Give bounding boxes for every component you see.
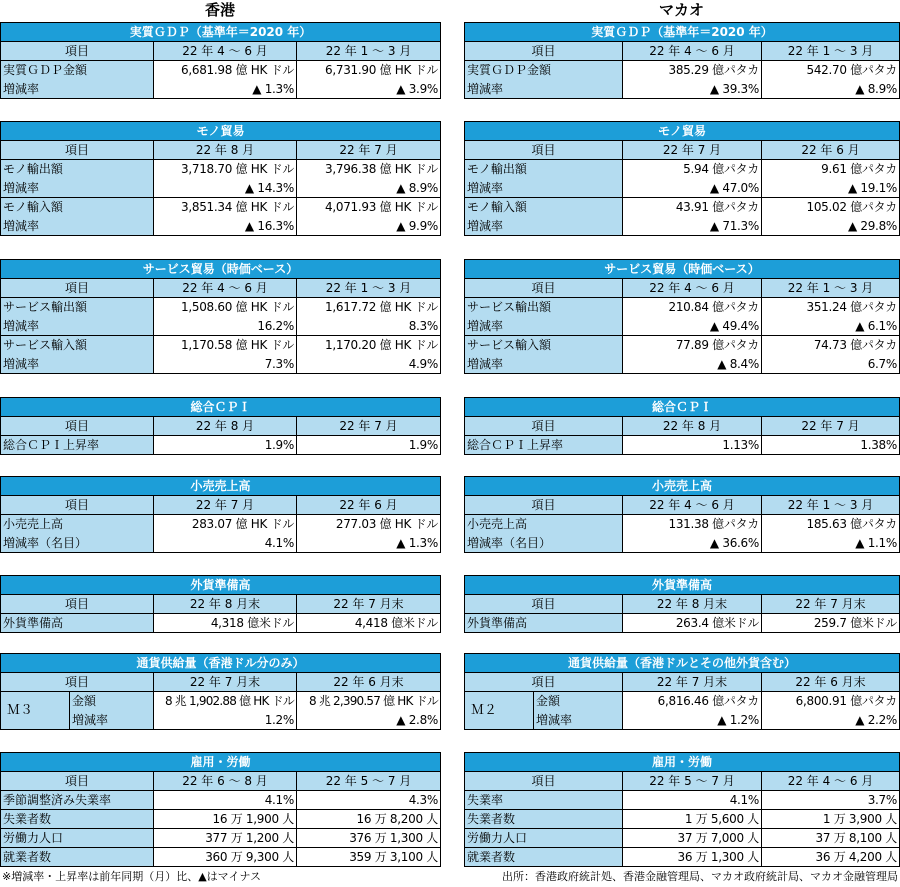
value-cell: 542.70 億パタカ [762,61,900,80]
value-cell: 360 万 9,300 人 [154,848,297,867]
value-cell: 4.1% [623,791,762,810]
header-cell: 22 年 6 月 [297,496,441,515]
header-cell: 22 年 7 月 [297,141,441,160]
row-label: 小売売上高 [465,515,623,534]
value-cell: 4,318 億米ドル [154,614,297,633]
row-label: 増減率（名目） [465,534,623,553]
value-cell: 3,851.34 億 HK ドル [154,198,297,217]
value-cell: ▲ 47.0% [623,179,762,198]
mo-services-table [464,259,899,374]
row-label: 金額 [534,692,623,711]
row-label: モノ輸出額 [465,160,623,179]
value-cell: 36 万 1,300 人 [623,848,762,867]
value-cell: 6,800.91 億パタカ [762,692,900,711]
row-label: サービス輸出額 [465,298,623,317]
value-cell: 263.4 億米ドル [623,614,762,633]
value-cell: ▲ 19.1% [762,179,900,198]
header-cell: 22 年 1 ～ 3 月 [297,42,441,61]
value-cell: 37 万 8,100 人 [762,829,900,848]
value-cell: ▲ 16.3% [154,217,297,236]
row-label: 実質ＧＤＰ金額 [465,61,623,80]
value-cell: ▲ 8.4% [623,355,762,374]
row-label: 労働力人口 [465,829,623,848]
mo-cpi-table [464,397,899,455]
value-cell: 6,731.90 億 HK ドル [297,61,441,80]
section-title: 外貨準備高 [1,576,441,595]
footnote: ※増減率・上昇率は前年同期（月）比、▲はマイナス [2,870,262,883]
hk-reserves-table [0,575,440,633]
row-label: 就業者数 [1,848,154,867]
row-label: 増減率 [1,80,154,99]
hk-trade-table [0,121,440,236]
mo-retail-table [464,476,899,553]
value-cell: ▲ 1.3% [154,80,297,99]
header-cell: 22 年 1 ～ 3 月 [762,496,900,515]
value-cell: ▲ 71.3% [623,217,762,236]
value-cell: 351.24 億パタカ [762,298,900,317]
header-cell: 項目 [1,141,154,160]
value-cell: ▲ 29.8% [762,217,900,236]
section-title: 雇用・労働 [465,753,900,772]
macao-column [464,0,899,864]
value-cell: ▲ 2.2% [762,711,900,730]
value-cell: 6,681.98 億 HK ドル [154,61,297,80]
header-cell: 22 年 7 月末 [297,595,441,614]
m2-label: Ｍ２ [465,692,534,730]
value-cell: 1 万 5,600 人 [623,810,762,829]
row-label: 増減率 [465,217,623,236]
value-cell: ▲ 36.6% [623,534,762,553]
header-cell: 22 年 7 月末 [623,673,762,692]
value-cell: 1 万 3,900 人 [762,810,900,829]
header-cell: 項目 [465,595,623,614]
header-cell: 22 年 5 ～ 7 月 [297,772,441,791]
value-cell: 1,170.20 億 HK ドル [297,336,441,355]
header-cell: 22 年 4 ～ 6 月 [154,42,297,61]
row-label: 総合ＣＰＩ上昇率 [465,436,623,455]
value-cell: 377 万 1,200 人 [154,829,297,848]
header-cell: 22 年 4 ～ 6 月 [762,772,900,791]
row-label: 失業率 [465,791,623,810]
value-cell: ▲ 3.9% [297,80,441,99]
value-cell: 3.7% [762,791,900,810]
value-cell: 36 万 4,200 人 [762,848,900,867]
value-cell: 376 万 1,300 人 [297,829,441,848]
value-cell: 131.38 億パタカ [623,515,762,534]
row-label: モノ輸入額 [465,198,623,217]
row-label: 外貨準備高 [1,614,154,633]
hong-kong-title: 香港 [204,1,235,19]
value-cell: 16.2% [154,317,297,336]
value-cell: 1.2% [154,711,297,730]
value-cell: 3,796.38 億 HK ドル [297,160,441,179]
header-cell: 22 年 6 月末 [762,673,900,692]
value-cell: 7.3% [154,355,297,374]
header-cell: 項目 [465,417,623,436]
section-title: モノ貿易 [1,122,441,141]
row-label: 増減率 [465,179,623,198]
row-label: 増減率 [465,355,623,374]
row-label: 増減率 [465,80,623,99]
value-cell: 359 万 3,100 人 [297,848,441,867]
value-cell: ▲ 39.3% [623,80,762,99]
header-cell: 項目 [465,279,623,298]
row-label: サービス輸出額 [1,298,154,317]
value-cell: 210.84 億パタカ [623,298,762,317]
header-cell: 22 年 7 月末 [762,595,900,614]
section-title: サービス貿易（時価ベース） [1,260,441,279]
header-cell: 22 年 6 月末 [297,673,441,692]
row-label: 季節調整済み失業率 [1,791,154,810]
row-label: サービス輸入額 [1,336,154,355]
header-cell: 項目 [1,673,154,692]
header-cell: 22 年 4 ～ 6 月 [623,42,762,61]
section-title: 雇用・労働 [1,753,441,772]
header-cell: 項目 [465,42,623,61]
header-cell: 22 年 8 月末 [623,595,762,614]
row-label: 増減率 [70,711,154,730]
value-cell: 6,816.46 億パタカ [623,692,762,711]
hk-money-supply-table [0,653,440,730]
header-cell: 22 年 7 月 [762,417,900,436]
section-title: 小売売上高 [465,477,900,496]
value-cell: ▲ 8.9% [297,179,441,198]
header-cell: 22 年 6 ～ 8 月 [154,772,297,791]
row-label: 小売売上高 [1,515,154,534]
value-cell: 259.7 億米ドル [762,614,900,633]
row-label: 失業者数 [465,810,623,829]
value-cell: ▲ 1.1% [762,534,900,553]
value-cell: ▲ 2.8% [297,711,441,730]
value-cell: ▲ 1.2% [623,711,762,730]
section-title: 通貨供給量（香港ドルとその他外貨含む） [465,654,900,673]
header-cell: 22 年 1 ～ 3 月 [297,279,441,298]
value-cell: ▲ 8.9% [762,80,900,99]
header-cell: 22 年 8 月 [154,141,297,160]
value-cell: ▲ 49.4% [623,317,762,336]
header-cell: 項目 [465,141,623,160]
row-label: 金額 [70,692,154,711]
row-label: 労働力人口 [1,829,154,848]
header-cell: 22 年 1 ～ 3 月 [762,279,900,298]
header-cell: 22 年 4 ～ 6 月 [154,279,297,298]
hk-gdp-table [0,22,440,99]
value-cell: ▲ 9.9% [297,217,441,236]
value-cell: 16 万 8,200 人 [297,810,441,829]
value-cell: 4.1% [154,534,297,553]
value-cell: 6.7% [762,355,900,374]
value-cell: 37 万 7,000 人 [623,829,762,848]
row-label: モノ輸入額 [1,198,154,217]
value-cell: ▲ 6.1% [762,317,900,336]
row-label: 失業者数 [1,810,154,829]
header-cell: 22 年 4 ～ 6 月 [623,279,762,298]
section-title: モノ貿易 [465,122,900,141]
row-label: 増減率 [1,317,154,336]
value-cell: 8 兆 2,390.57 億 HK ドル [297,692,441,711]
row-label: 増減率（名目） [1,534,154,553]
mo-money-supply-table [464,653,899,730]
row-label: 総合ＣＰＩ上昇率 [1,436,154,455]
header-cell: 22 年 7 月 [154,496,297,515]
header-cell: 項目 [465,772,623,791]
section-title: 総合ＣＰＩ [1,398,441,417]
row-label: 実質ＧＤＰ金額 [1,61,154,80]
mo-gdp-table [464,22,899,99]
value-cell: 1,170.58 億 HK ドル [154,336,297,355]
value-cell: 4,418 億米ドル [297,614,441,633]
hk-cpi-table [0,397,440,455]
header-cell: 項目 [1,417,154,436]
header-cell: 22 年 8 月 [623,417,762,436]
row-label: 増減率 [1,355,154,374]
header-cell: 項目 [1,279,154,298]
value-cell: 4.9% [297,355,441,374]
section-title: 外貨準備高 [465,576,900,595]
value-cell: 77.89 億パタカ [623,336,762,355]
section-title: 通貨供給量（香港ドル分のみ） [1,654,441,673]
value-cell: 277.03 億 HK ドル [297,515,441,534]
value-cell: 4.3% [297,791,441,810]
value-cell: 1.13% [623,436,762,455]
value-cell: 283.07 億 HK ドル [154,515,297,534]
value-cell: 8 兆 1,902.88 億 HK ドル [154,692,297,711]
value-cell: 185.63 億パタカ [762,515,900,534]
header-cell: 22 年 7 月 [297,417,441,436]
hk-labor-table [0,752,440,867]
row-label: モノ輸出額 [1,160,154,179]
value-cell: 43.91 億パタカ [623,198,762,217]
value-cell: ▲ 1.3% [297,534,441,553]
row-label: サービス輸入額 [465,336,623,355]
value-cell: 1,617.72 億 HK ドル [297,298,441,317]
value-cell: 4.1% [154,791,297,810]
mo-labor-table [464,752,899,867]
row-label: 外貨準備高 [465,614,623,633]
header-cell: 22 年 7 月 [623,141,762,160]
value-cell: 74.73 億パタカ [762,336,900,355]
section-title: 小売売上高 [1,477,441,496]
section-title: 総合ＣＰＩ [465,398,900,417]
header-cell: 項目 [1,42,154,61]
mo-reserves-table [464,575,899,633]
value-cell: 1.9% [154,436,297,455]
header-cell: 項目 [465,496,623,515]
header-cell: 22 年 7 月末 [154,673,297,692]
hong-kong-column [0,0,440,864]
value-cell: 385.29 億パタカ [623,61,762,80]
header-cell: 22 年 6 月 [762,141,900,160]
value-cell: 5.94 億パタカ [623,160,762,179]
header-cell: 22 年 5 ～ 7 月 [623,772,762,791]
section-title: 実質ＧＤＰ（基準年＝2020 年） [1,23,441,42]
row-label: 増減率 [1,179,154,198]
value-cell: 1.38% [762,436,900,455]
header-cell: 項目 [1,772,154,791]
header-cell: 22 年 1 ～ 3 月 [762,42,900,61]
value-cell: 16 万 1,900 人 [154,810,297,829]
header-cell: 22 年 8 月末 [154,595,297,614]
value-cell: 9.61 億パタカ [762,160,900,179]
value-cell: 105.02 億パタカ [762,198,900,217]
row-label: 就業者数 [465,848,623,867]
header-cell: 項目 [1,595,154,614]
header-cell: 22 年 4 ～ 6 月 [623,496,762,515]
m3-label: Ｍ３ [1,692,70,730]
macao-title: マカオ [658,1,704,19]
header-cell: 項目 [1,496,154,515]
value-cell: ▲ 14.3% [154,179,297,198]
section-title: 実質ＧＤＰ（基準年＝2020 年） [465,23,900,42]
value-cell: 8.3% [297,317,441,336]
section-title: サービス貿易（時価ベース） [465,260,900,279]
row-label: 増減率 [465,317,623,336]
source-note: 出所：香港政府統計処、香港金融管理局、マカオ政府統計局、マカオ金融管理局 [502,870,898,883]
value-cell: 1,508.60 億 HK ドル [154,298,297,317]
header-cell: 項目 [465,673,623,692]
value-cell: 1.9% [297,436,441,455]
row-label: 増減率 [534,711,623,730]
header-cell: 22 年 8 月 [154,417,297,436]
hk-services-table [0,259,440,374]
mo-trade-table [464,121,899,236]
value-cell: 4,071.93 億 HK ドル [297,198,441,217]
row-label: 増減率 [1,217,154,236]
hk-retail-table [0,476,440,553]
value-cell: 3,718.70 億 HK ドル [154,160,297,179]
